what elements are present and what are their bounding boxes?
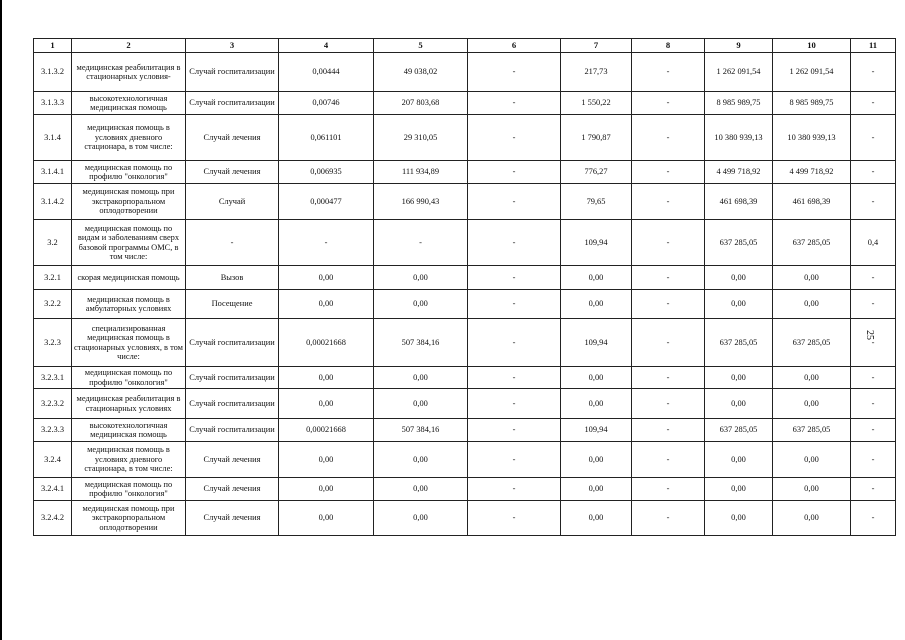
row-col9: 0,00: [705, 266, 773, 290]
row-col6: -: [468, 419, 561, 442]
row-code: 3.1.4.1: [34, 161, 72, 184]
row-cost: 0,00: [374, 266, 468, 290]
table-row: [34, 161, 896, 184]
row-col6: -: [468, 53, 561, 92]
row-unit: Случай госпитализации: [186, 53, 279, 92]
row-col6: -: [468, 478, 561, 501]
row-col7: 0,00: [561, 266, 632, 290]
row-col11: -: [851, 419, 896, 442]
row-ratio: -: [279, 220, 374, 266]
row-col8: -: [632, 53, 705, 92]
row-code: 3.2.3.1: [34, 367, 72, 389]
table-row: [34, 367, 896, 389]
row-code: 3.2.1: [34, 266, 72, 290]
row-col10: 0,00: [773, 389, 851, 419]
row-col7: 0,00: [561, 501, 632, 536]
row-col11: -: [851, 319, 896, 367]
row-ratio: 0,00: [279, 478, 374, 501]
row-ratio: 0,00746: [279, 92, 374, 115]
row-col8: -: [632, 115, 705, 161]
row-name: медицинская помощь при экстракорпоральном оплодотворении: [72, 184, 186, 220]
row-col11: -: [851, 501, 896, 536]
row-code: 3.1.4: [34, 115, 72, 161]
row-col11: -: [851, 442, 896, 478]
row-col10: 10 380 939,13: [773, 115, 851, 161]
row-code: 3.1.3.3: [34, 92, 72, 115]
row-col10: 461 698,39: [773, 184, 851, 220]
row-name: медицинская помощь в условиях дневного стационара, в том числе:: [72, 115, 186, 161]
col-header-6: 6: [468, 39, 561, 53]
row-cost: 111 934,89: [374, 161, 468, 184]
page-left-edge-line: [0, 0, 2, 640]
row-cost: 49 038,02: [374, 53, 468, 92]
row-col7: 1 550,22: [561, 92, 632, 115]
row-col6: -: [468, 367, 561, 389]
page-number: 25: [864, 330, 875, 340]
row-col7: 0,00: [561, 442, 632, 478]
row-unit: Случай: [186, 184, 279, 220]
row-col11: -: [851, 266, 896, 290]
row-col9: 8 985 989,75: [705, 92, 773, 115]
row-col9: 4 499 718,92: [705, 161, 773, 184]
row-ratio: 0,00: [279, 501, 374, 536]
row-cost: 0,00: [374, 367, 468, 389]
row-code: 3.2.4: [34, 442, 72, 478]
row-unit: Случай госпитализации: [186, 419, 279, 442]
row-col6: -: [468, 92, 561, 115]
table-row: [34, 319, 896, 367]
row-col8: -: [632, 389, 705, 419]
row-code: 3.2.3.2: [34, 389, 72, 419]
table-row: [34, 115, 896, 161]
row-col10: 0,00: [773, 290, 851, 319]
row-col8: -: [632, 367, 705, 389]
row-unit: Случай лечения: [186, 442, 279, 478]
col-header-1: 1: [34, 39, 72, 53]
row-col6: -: [468, 266, 561, 290]
row-col8: -: [632, 161, 705, 184]
row-col10: 0,00: [773, 501, 851, 536]
row-name: медицинская помощь по видам и заболеваниям сверх базовой программы ОМС, в том числе:: [72, 220, 186, 266]
row-col8: -: [632, 92, 705, 115]
row-col7: 109,94: [561, 419, 632, 442]
row-col11: -: [851, 184, 896, 220]
row-unit: Случай госпитализации: [186, 389, 279, 419]
row-col9: 0,00: [705, 389, 773, 419]
row-col7: 109,94: [561, 319, 632, 367]
row-col6: -: [468, 501, 561, 536]
row-col8: -: [632, 266, 705, 290]
row-col6: -: [468, 220, 561, 266]
row-col10: 8 985 989,75: [773, 92, 851, 115]
col-header-5: 5: [374, 39, 468, 53]
row-col10: 4 499 718,92: [773, 161, 851, 184]
row-unit: Случай госпитализации: [186, 319, 279, 367]
table-row: [34, 478, 896, 501]
row-name: медицинская помощь по профилю "онкология": [72, 478, 186, 501]
row-ratio: 0,006935: [279, 161, 374, 184]
row-col11: -: [851, 478, 896, 501]
table-row: [34, 290, 896, 319]
row-col7: 1 790,87: [561, 115, 632, 161]
row-unit: Случай лечения: [186, 501, 279, 536]
row-code: 3.1.3.2: [34, 53, 72, 92]
row-col8: -: [632, 220, 705, 266]
row-col6: -: [468, 319, 561, 367]
row-code: 3.1.4.2: [34, 184, 72, 220]
col-header-2: 2: [72, 39, 186, 53]
row-col9: 637 285,05: [705, 220, 773, 266]
row-name: медицинская помощь по профилю "онкология": [72, 161, 186, 184]
row-col9: 0,00: [705, 290, 773, 319]
header-row: [34, 39, 896, 53]
table-row: [34, 389, 896, 419]
row-ratio: 0,00444: [279, 53, 374, 92]
row-unit: Случай госпитализации: [186, 367, 279, 389]
row-code: 3.2.4.2: [34, 501, 72, 536]
row-col8: -: [632, 419, 705, 442]
row-col10: 0,00: [773, 478, 851, 501]
col-header-3: 3: [186, 39, 279, 53]
row-cost: 0,00: [374, 442, 468, 478]
row-col6: -: [468, 184, 561, 220]
row-ratio: 0,00021668: [279, 419, 374, 442]
row-unit: -: [186, 220, 279, 266]
row-ratio: 0,00: [279, 367, 374, 389]
row-ratio: 0,00: [279, 389, 374, 419]
table-row: [34, 53, 896, 92]
row-name: скорая медицинская помощь: [72, 266, 186, 290]
row-col9: 637 285,05: [705, 419, 773, 442]
row-name: медицинская помощь в амбулаторных условиях: [72, 290, 186, 319]
row-name: медицинская помощь в условиях дневного стационара, в том числе:: [72, 442, 186, 478]
row-col7: 217,73: [561, 53, 632, 92]
row-col8: -: [632, 184, 705, 220]
col-header-9: 9: [705, 39, 773, 53]
col-header-4: 4: [279, 39, 374, 53]
table-row: [34, 220, 896, 266]
row-unit: Вызов: [186, 266, 279, 290]
row-col6: -: [468, 442, 561, 478]
row-col10: 0,00: [773, 442, 851, 478]
row-col6: -: [468, 290, 561, 319]
row-col6: -: [468, 115, 561, 161]
row-code: 3.2.2: [34, 290, 72, 319]
row-cost: 0,00: [374, 478, 468, 501]
table-row: [34, 501, 896, 536]
row-col9: 0,00: [705, 501, 773, 536]
row-cost: 0,00: [374, 501, 468, 536]
row-col9: 637 285,05: [705, 319, 773, 367]
row-ratio: 0,000477: [279, 184, 374, 220]
row-cost: 166 990,43: [374, 184, 468, 220]
row-col7: 0,00: [561, 290, 632, 319]
row-unit: Случай лечения: [186, 161, 279, 184]
row-col7: 79,65: [561, 184, 632, 220]
row-col10: 637 285,05: [773, 419, 851, 442]
row-ratio: 0,00: [279, 290, 374, 319]
row-col10: 0,00: [773, 367, 851, 389]
table-row: [34, 266, 896, 290]
row-col11: -: [851, 367, 896, 389]
row-col11: -: [851, 92, 896, 115]
row-col9: 0,00: [705, 367, 773, 389]
row-name: специализированная медицинская помощь в стационарных условиях, в том числе:: [72, 319, 186, 367]
row-code: 3.2.3: [34, 319, 72, 367]
row-name: высокотехнологичная медицинская помощь: [72, 92, 186, 115]
row-unit: Посещение: [186, 290, 279, 319]
row-col9: 461 698,39: [705, 184, 773, 220]
row-cost: -: [374, 220, 468, 266]
row-col10: 637 285,05: [773, 220, 851, 266]
financing-table: [33, 38, 896, 536]
row-col11: -: [851, 161, 896, 184]
row-code: 3.2.4.1: [34, 478, 72, 501]
row-col6: -: [468, 161, 561, 184]
row-name: медицинская помощь по профилю "онкология": [72, 367, 186, 389]
row-cost: 207 803,68: [374, 92, 468, 115]
row-col7: 0,00: [561, 478, 632, 501]
row-col7: 0,00: [561, 367, 632, 389]
row-unit: Случай госпитализации: [186, 92, 279, 115]
row-col10: 0,00: [773, 266, 851, 290]
row-cost: 507 384,16: [374, 319, 468, 367]
table-row: [34, 92, 896, 115]
row-code: 3.2.3.3: [34, 419, 72, 442]
row-ratio: 0,00: [279, 442, 374, 478]
row-col8: -: [632, 501, 705, 536]
row-col11: -: [851, 53, 896, 92]
row-col9: 1 262 091,54: [705, 53, 773, 92]
row-col8: -: [632, 319, 705, 367]
row-cost: 507 384,16: [374, 419, 468, 442]
row-name: медицинская реабилитация в стационарных условиях: [72, 389, 186, 419]
row-col9: 0,00: [705, 478, 773, 501]
table-row: [34, 419, 896, 442]
row-col11: -: [851, 389, 896, 419]
row-col11: -: [851, 290, 896, 319]
row-cost: 0,00: [374, 290, 468, 319]
row-code: 3.2: [34, 220, 72, 266]
row-col10: 1 262 091,54: [773, 53, 851, 92]
row-unit: Случай лечения: [186, 478, 279, 501]
row-col7: 109,94: [561, 220, 632, 266]
row-col6: -: [468, 389, 561, 419]
col-header-7: 7: [561, 39, 632, 53]
row-col8: -: [632, 290, 705, 319]
row-name: медицинская реабилитация в стационарных условия-: [72, 53, 186, 92]
row-cost: 29 310,05: [374, 115, 468, 161]
row-col7: 776,27: [561, 161, 632, 184]
row-unit: Случай лечения: [186, 115, 279, 161]
row-col8: -: [632, 442, 705, 478]
row-col11: 0,4: [851, 220, 896, 266]
row-name: медицинская помощь при экстракорпоральном оплодотворении: [72, 501, 186, 536]
row-col9: 0,00: [705, 442, 773, 478]
col-header-8: 8: [632, 39, 705, 53]
table-row: [34, 184, 896, 220]
row-ratio: 0,00: [279, 266, 374, 290]
table-row: [34, 442, 896, 478]
row-col11: -: [851, 115, 896, 161]
row-ratio: 0,061101: [279, 115, 374, 161]
row-cost: 0,00: [374, 389, 468, 419]
row-col9: 10 380 939,13: [705, 115, 773, 161]
col-header-10: 10: [773, 39, 851, 53]
row-col7: 0,00: [561, 389, 632, 419]
row-col8: -: [632, 478, 705, 501]
row-ratio: 0,00021668: [279, 319, 374, 367]
row-name: высокотехнологичная медицинская помощь: [72, 419, 186, 442]
row-col10: 637 285,05: [773, 319, 851, 367]
col-header-11: 11: [851, 39, 896, 53]
